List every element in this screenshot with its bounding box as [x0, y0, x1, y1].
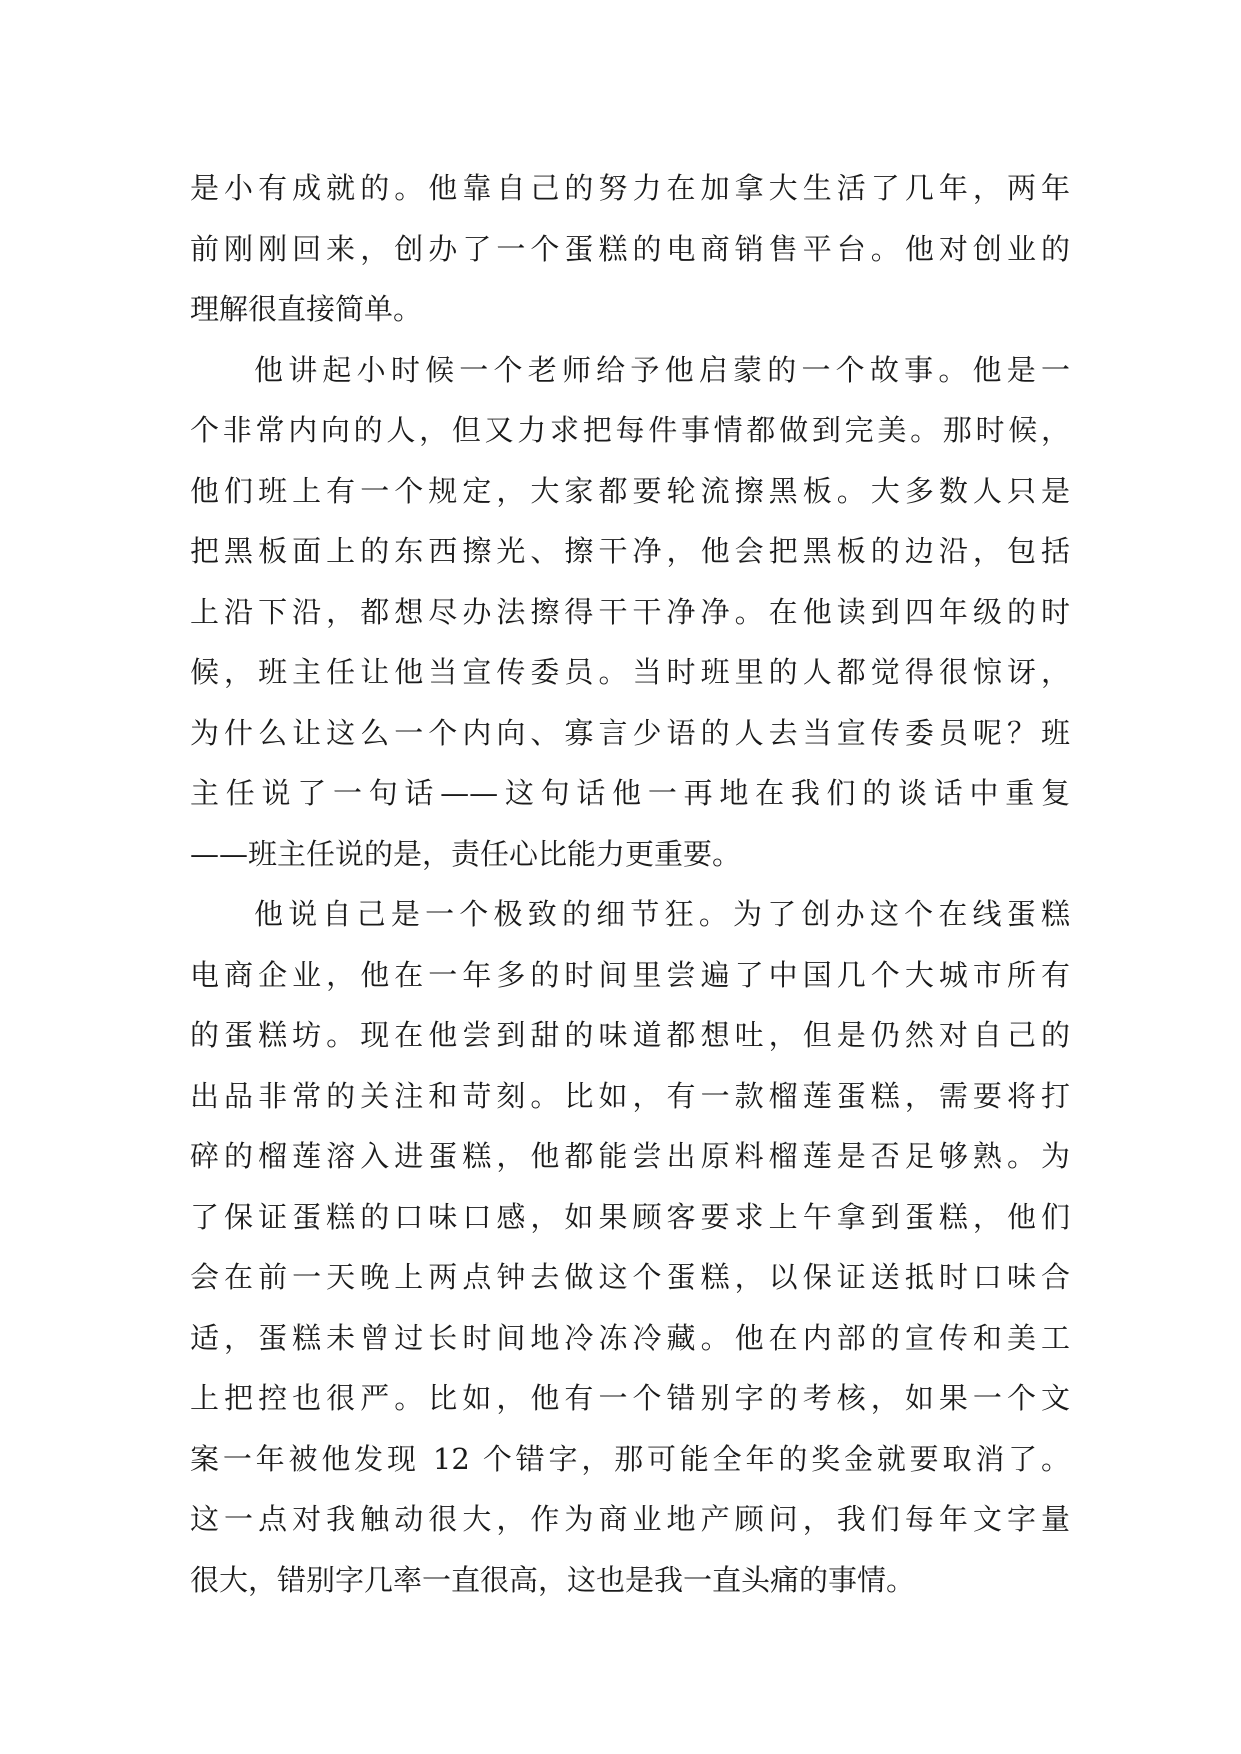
- text-line: 上把控也很严。比如，他有一个错别字的考核，如果一个文: [190, 1381, 1070, 1415]
- text-line: ——班主任说的是，责任心比能力更重要。: [190, 836, 742, 871]
- text-line: 会在前一天晚上两点钟去做这个蛋糕，以保证送抵时口味合: [190, 1260, 1070, 1294]
- text-line: 电商企业，他在一年多的时间里尝遍了中国几个大城市所有: [190, 957, 1070, 992]
- text-line: 理解很直接简单。: [190, 292, 423, 326]
- text-line: 很大，错别字几率一直很高，这也是我一直头痛的事情。: [190, 1562, 916, 1597]
- text-line: 适，蛋糕未曾过长时间地冷冻冷藏。他在内部的宣传和美工: [190, 1320, 1070, 1355]
- text-line: 碎的榴莲溶入进蛋糕，他都能尝出原料榴莲是否足够熟。为: [190, 1139, 1070, 1173]
- text-line: 前刚刚回来，创办了一个蛋糕的电商销售平台。他对创业的: [190, 231, 1070, 266]
- text-line: 他讲起小时候一个老师给予他启蒙的一个故事。他是一: [254, 352, 1070, 387]
- text-line: 出品非常的关注和苛刻。比如，有一款榴莲蛋糕，需要将打: [190, 1078, 1070, 1113]
- paragraph-3: [190, 884, 1070, 1610]
- text-line: 他们班上有一个规定，大家都要轮流擦黑板。大多数人只是: [190, 473, 1070, 508]
- text-line: 主任说了一句话——这句话他一再地在我们的谈话中重复: [190, 776, 1070, 810]
- text-line: 案一年被他发现 12 个错字，那可能全年的奖金就要取消了。: [190, 1441, 1070, 1476]
- text-line: 候，班主任让他当宣传委员。当时班里的人都觉得很惊讶，: [190, 655, 1070, 689]
- text-line: 他说自己是一个极致的细节狂。为了创办这个在线蛋糕: [254, 897, 1070, 931]
- text-line: 为什么让这么一个内向、寡言少语的人去当宣传委员呢？班: [190, 715, 1070, 750]
- paragraph-1: [190, 158, 1070, 340]
- text-line: 的蛋糕坊。现在他尝到甜的味道都想吐，但是仍然对自己的: [190, 1018, 1070, 1052]
- text-line: 上沿下沿，都想尽办法擦得干干净净。在他读到四年级的时: [190, 594, 1070, 629]
- text-line: 把黑板面上的东西擦光、擦干净，他会把黑板的边沿，包括: [190, 534, 1070, 568]
- text-line: 这一点对我触动很大，作为商业地产顾问，我们每年文字量: [190, 1502, 1070, 1536]
- text-line: 个非常内向的人，但又力求把每件事情都做到完美。那时候，: [190, 413, 1070, 447]
- paragraph-2: [190, 340, 1070, 885]
- body-text: [190, 158, 1070, 1610]
- text-line: 了保证蛋糕的口味口感，如果顾客要求上午拿到蛋糕，他们: [190, 1199, 1070, 1234]
- text-line: 是小有成就的。他靠自己的努力在加拿大生活了几年，两年: [190, 171, 1070, 205]
